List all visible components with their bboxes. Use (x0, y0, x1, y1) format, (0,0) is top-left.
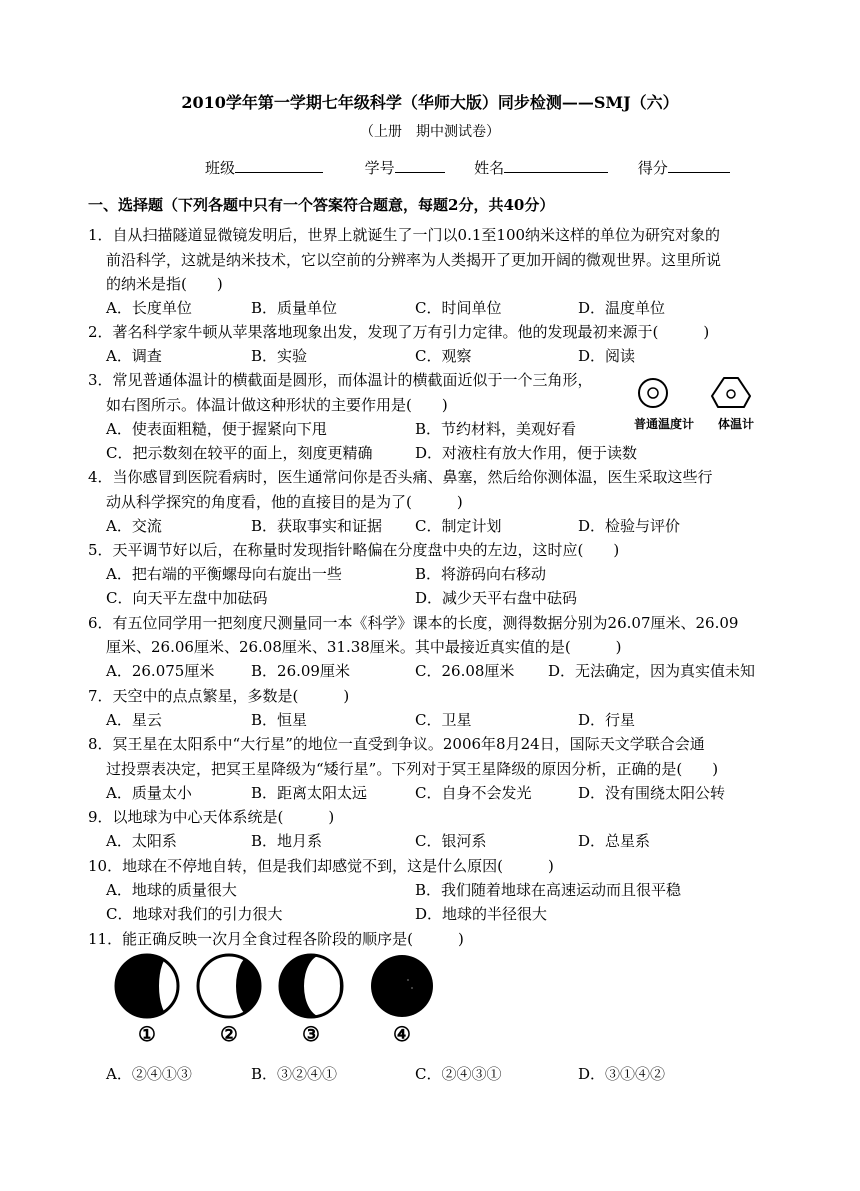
moon-label-3: ③ (302, 1022, 320, 1046)
q6-option-a[interactable]: A．26.075厘米 (106, 662, 215, 680)
moon-phase-2 (198, 955, 268, 1017)
q9-option-b[interactable]: B．地月系 (251, 832, 323, 850)
q10-option-a[interactable]: A．地球的质量很大 (106, 881, 237, 899)
q1-option-c[interactable]: C．时间单位 (415, 299, 502, 317)
ordinary-thermometer-outline (639, 379, 667, 407)
q11-option-a[interactable]: A．②④①③ (106, 1065, 192, 1083)
q3-option-c[interactable]: C．把示数刻在较平的面上，刻度更精确 (106, 444, 373, 462)
ordinary-thermometer-bore (648, 388, 658, 398)
q9-option-d[interactable]: D．总星系 (578, 832, 651, 850)
moon-phase-3 (280, 955, 342, 1017)
q4-line2: 动从科学探究的角度看，他的直接目的是为了( ) (106, 493, 463, 511)
fig-label-ordinary: 普通温度计 (634, 417, 695, 431)
q3-line1: 3．常见普通体温计的横截面是圆形，而体温计的横截面近似于一个三角形， (88, 371, 593, 389)
q2-option-a[interactable]: A．调查 (106, 347, 162, 365)
q7-option-d[interactable]: D．行星 (578, 711, 636, 729)
q7-option-a[interactable]: A．星云 (106, 711, 162, 729)
thermometer-cross-section-figure (632, 374, 772, 434)
q1-option-a[interactable]: A．长度单位 (106, 299, 192, 317)
q2-option-b[interactable]: B．实验 (251, 347, 308, 365)
q3-option-d[interactable]: D．对液柱有放大作用，便于读数 (415, 444, 638, 462)
moon-phase-1 (116, 955, 181, 1017)
q6-option-b[interactable]: B．26.09厘米 (251, 662, 350, 680)
q3-line2: 如右图所示。体温计做这种形状的主要作用是( ) (106, 396, 448, 414)
clinical-thermometer-outline (712, 378, 750, 407)
q7-option-c[interactable]: C．卫星 (415, 711, 472, 729)
moon-label-4: ④ (393, 1022, 411, 1046)
moon-phase-4 (371, 955, 433, 1017)
q8-option-b[interactable]: B．距离太阳太远 (251, 784, 368, 802)
q1-option-d[interactable]: D．温度单位 (578, 299, 666, 317)
q11-option-b[interactable]: B．③②④① (251, 1065, 338, 1083)
q1-option-b[interactable]: B．质量单位 (251, 299, 338, 317)
q4-option-d[interactable]: D．检验与评价 (578, 517, 681, 535)
q8-option-c[interactable]: C．自身不会发光 (415, 784, 532, 802)
q8-line1: 8．冥王星在太阳系中“大行星”的地位一直受到争议。2006年8月24日，国际天文学联合会通 (88, 735, 705, 753)
q4-option-b[interactable]: B．获取事实和证据 (251, 517, 383, 535)
q2-option-c[interactable]: C．观察 (415, 347, 472, 365)
q4-line1: 4．当你感冒到医院看病时，医生通常问你是否头痛、鼻塞，然后给你测体温，医生采取这些行 (88, 468, 713, 486)
q7-line1: 7．天空中的点点繁星，多数是( ) (88, 687, 350, 705)
id-label: 学号 (364, 159, 395, 177)
q4-option-a[interactable]: A．交流 (106, 517, 162, 535)
q2-option-d[interactable]: D．阅读 (578, 347, 636, 365)
q6-line1: 6．有五位同学用一把刻度尺测量同一本《科学》课本的长度，测得数据分别为26.07厘米、26.09 (88, 614, 739, 632)
score-blank[interactable] (668, 157, 730, 173)
moon-label-2: ② (220, 1022, 238, 1046)
q5-option-d[interactable]: D．减少天平右盘中砝码 (415, 589, 578, 607)
score-label: 得分 (637, 159, 668, 177)
page-title: 2010学年第一学期七年级科学（华师大版）同步检测——SMJ（六） (181, 93, 679, 112)
q10-option-d[interactable]: D．地球的半径很大 (415, 905, 548, 923)
q2-line1: 2．著名科学家牛顿从苹果落地现象出发，发现了万有引力定律。他的发现最初来源于( ) (88, 323, 710, 341)
q5-option-a[interactable]: A．把右端的平衡螺母向右旋出一些 (106, 565, 342, 583)
q11-line1: 11．能正确反映一次月全食过程各阶段的顺序是( ) (88, 930, 464, 948)
section-heading: 一、选择题（下列各题中只有一个答案符合题意，每题2分，共40分） (88, 196, 555, 214)
q8-option-a[interactable]: A．质量太小 (106, 784, 192, 802)
q3-option-a[interactable]: A．使表面粗糙，便于握紧向下甩 (106, 420, 327, 438)
q8-option-d[interactable]: D．没有围绕太阳公转 (578, 784, 726, 802)
q9-line1: 9．以地球为中心天体系统是( ) (88, 808, 335, 826)
class-blank[interactable] (235, 157, 323, 173)
id-blank[interactable] (395, 157, 445, 173)
q5-option-b[interactable]: B．将游码向右移动 (415, 565, 547, 583)
q8-line2: 过投票表决定，把冥王星降级为“矮行星”。下列对于冥王星降级的原因分析，正确的是( ) (106, 760, 719, 778)
q10-option-b[interactable]: B．我们随着地球在高速运动而且很平稳 (415, 881, 682, 899)
q5-option-c[interactable]: C．向天平左盘中加砝码 (106, 589, 268, 607)
q6-option-c[interactable]: C．26.08厘米 (415, 662, 515, 680)
name-blank[interactable] (504, 157, 608, 173)
clinical-thermometer-bore (727, 390, 735, 398)
q5-line1: 5．天平调节好以后，在称量时发现指针略偏在分度盘中央的左边，这时应( ) (88, 541, 620, 559)
q10-option-c[interactable]: C．地球对我们的引力很大 (106, 905, 283, 923)
page-subtitle: （上册 期中测试卷） (360, 124, 500, 140)
q11-option-c[interactable]: C．②④③① (415, 1065, 502, 1083)
q4-option-c[interactable]: C．制定计划 (415, 517, 502, 535)
q10-line1: 10．地球在不停地自转，但是我们却感觉不到，这是什么原因( ) (88, 857, 554, 875)
name-label: 姓名 (474, 159, 505, 177)
q9-option-a[interactable]: A．太阳系 (106, 832, 177, 850)
q6-line2: 厘米、26.06厘米、26.08厘米、31.38厘米。其中最接近真实值的是( ) (106, 638, 622, 656)
fig-label-clinical: 体温计 (718, 417, 755, 431)
q1-line1: 1．自从扫描隧道显微镜发明后，世界上就诞生了一门以0.1至100纳米这样的单位为研究对象的 (88, 226, 721, 244)
q3-option-b[interactable]: B．节约材料，美观好看 (415, 420, 577, 438)
q11-option-d[interactable]: D．③①④② (578, 1065, 666, 1083)
lunar-eclipse-figure (108, 952, 448, 1048)
q9-option-c[interactable]: C．银河系 (415, 832, 487, 850)
q1-line3: 的纳米是指( ) (106, 275, 223, 293)
q6-option-d[interactable]: D．无法确定，因为真实值未知 (548, 662, 756, 680)
q1-line2: 前沿科学，这就是纳米技术，它以空前的分辨率为人类揭开了更加开阔的微观世界。这里所说 (106, 251, 722, 269)
moon-label-1: ① (138, 1022, 156, 1046)
class-label: 班级 (205, 159, 236, 177)
student-info-line (205, 157, 730, 178)
q7-option-b[interactable]: B．恒星 (251, 711, 308, 729)
